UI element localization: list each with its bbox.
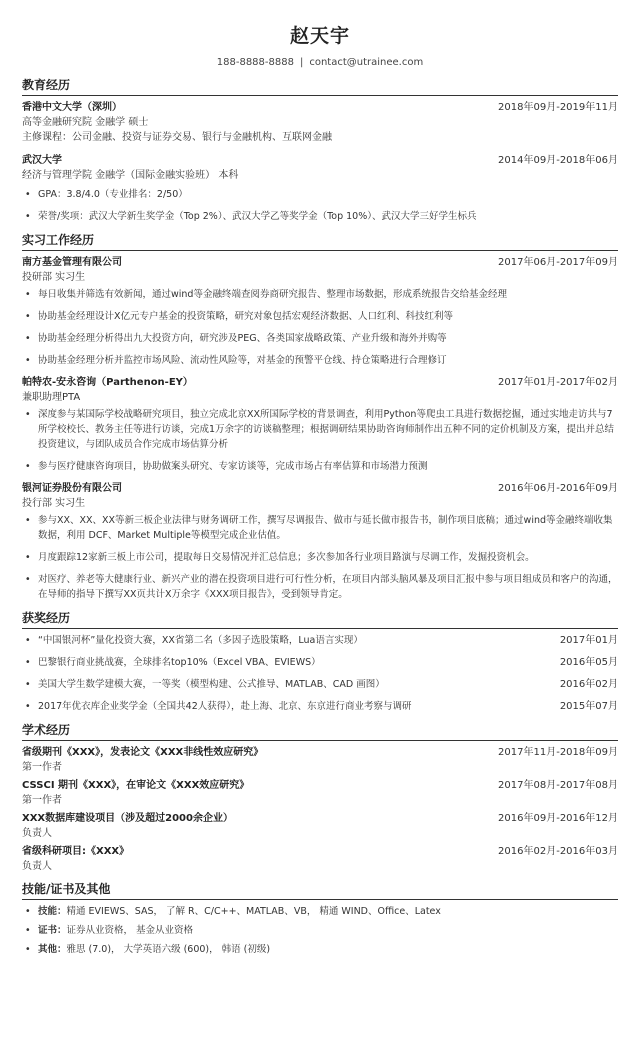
candidate-name: 赵天宇	[289, 25, 350, 47]
role-info: 投研部 实习生	[22, 272, 86, 283]
internship-section	[22, 231, 618, 602]
project-title: 省级科研项目:《XXX》	[22, 846, 130, 857]
phone-number: 188-8888-8888	[216, 57, 294, 68]
bullet-item: • GPA：3.8/4.0（专业排名：2/50）	[22, 187, 618, 202]
award-item	[22, 655, 618, 670]
entry-date: 2017年01月-2017年02月	[498, 377, 618, 388]
skill-label: 技能：	[38, 906, 67, 917]
skills-section	[22, 880, 618, 957]
bullet-item: • 深度参与某国际学校战略研究项目，独立完成北京XX所国际学校的背景调查，利用Python等爬虫工具进行数据挖掘，通过实地走访共与7所学校校长、教务主任等进行访谈，完成1万余字的访谈稿整理；根据调研结果协助咨询师制作出五种不同的定价机制及方案，提出并总结投资建议，与团队成员合作完成市场估算分析	[22, 407, 618, 452]
internship-entry	[22, 255, 618, 368]
academic-title: 学术经历	[22, 721, 618, 741]
skill-value: 雅思 (7.0)， 大学英语六级 (600)， 韩语 (初级)	[66, 944, 271, 955]
skill-label: 证书：	[38, 925, 67, 936]
internship-bullets	[22, 513, 618, 602]
internship-entry	[22, 481, 618, 602]
award-item	[22, 677, 618, 692]
bullet-item: • 每日收集并筛选有效新闻，通过wind等金融终端查阅券商研究报告、整理市场数据，形成系统报告交给基金经理	[22, 287, 618, 302]
degree-info: 高等金融研究院 金融学 硕士	[22, 117, 149, 128]
awards-list	[22, 633, 618, 714]
skill-value: 证券从业资格， 基金从业资格	[66, 925, 194, 936]
bullet-item: • 对医疗、养老等大健康行业、新兴产业的潜在投资项目进行可行性分析，在项目内部头脑风暴及项目汇报中参与项目组成员和客户的沟通，在导师的指导下撰写XX页共计X万余字《XXX项目报告》，受到领导肯定。	[22, 572, 618, 602]
entry-date: 2014年09月-2018年06月	[498, 155, 618, 166]
award-date: 2017年01月	[559, 635, 618, 646]
skill-item	[22, 923, 618, 938]
academic-entry	[22, 844, 618, 874]
award-date: 2015年07月	[559, 701, 618, 712]
academic-entry	[22, 745, 618, 775]
award-text: • 巴黎银行商业挑战赛，全球排名top10%（Excel VBA、EVIEWS）	[38, 657, 321, 668]
skill-value: 精通 EVIEWS、SAS， 了解 R、C/C++、MATLAB、VB， 精通 WIND、Office、Latex	[66, 906, 441, 917]
award-text: • 2017年优衣库企业奖学金（全国共42人获得），赴上海、北京、东京进行商业考察与调研	[38, 701, 412, 712]
awards-title: 获奖经历	[22, 609, 618, 629]
awards-section	[22, 609, 618, 714]
bullet-item: • 协助基金经理设计X亿元专户基金的投资策略，研究对象包括宏观经济数据、人口红利、科技红利等	[22, 309, 618, 324]
company-name: 南方基金管理有限公司	[22, 257, 122, 268]
internship-bullets	[22, 287, 618, 368]
skill-item	[22, 942, 618, 957]
award-date: 2016年02月	[559, 679, 618, 690]
internship-title: 实习工作经历	[22, 231, 618, 251]
email-address: contact@utrainee.com	[309, 57, 424, 68]
skill-label: 其他：	[38, 944, 67, 955]
contact-separator: |	[299, 57, 304, 68]
company-name: 帕特农-安永咨询（Parthenon-EY）	[22, 377, 193, 388]
role-info: 兼职助理PTA	[22, 392, 81, 403]
school-name: 香港中文大学（深圳）	[22, 102, 122, 113]
entry-date: 2016年09月-2016年12月	[498, 813, 618, 824]
entry-date: 2017年11月-2018年09月	[498, 747, 618, 758]
entry-date: 2016年02月-2016年03月	[498, 846, 618, 857]
entry-date: 2017年06月-2017年09月	[498, 257, 618, 268]
award-item	[22, 633, 618, 648]
author-role: 第一作者	[22, 795, 62, 806]
internship-entry	[22, 375, 618, 474]
degree-info: 经济与管理学院 金融学（国际金融实验班） 本科	[22, 170, 239, 181]
education-bullets	[22, 187, 618, 224]
project-role: 负责人	[22, 828, 52, 839]
internship-bullets	[22, 407, 618, 474]
project-role: 负责人	[22, 861, 52, 872]
project-title: XXX数据库建设项目（涉及超过2000余企业）	[22, 813, 233, 824]
academic-entry	[22, 811, 618, 841]
education-title: 教育经历	[22, 76, 618, 96]
education-entry	[22, 153, 618, 224]
entry-date: 2017年08月-2017年08月	[498, 780, 618, 791]
bullet-item: • 月度跟踪12家新三板上市公司，提取每日交易情况并汇总信息；多次参加各行业项目路演与尽调工作，发掘投资机会。	[22, 550, 618, 565]
author-role: 第一作者	[22, 762, 62, 773]
award-date: 2016年05月	[559, 657, 618, 668]
school-name: 武汉大学	[22, 155, 62, 166]
education-entry	[22, 100, 618, 145]
courses-info: 主修课程：公司金融、投资与证券交易、银行与金融机构、互联网金融	[22, 132, 332, 143]
bullet-item: • 协助基金经理分析并监控市场风险、流动性风险等，对基金的预警平仓线、持仓策略进行合理修订	[22, 353, 618, 368]
bullet-item: • 荣誉/奖项：武汉大学新生奖学金（Top 2%）、武汉大学乙等奖学金（Top 10%）、武汉大学三好学生标兵	[22, 209, 618, 224]
academic-entry	[22, 778, 618, 808]
publication-title: 省级期刊《XXX》，发表论文《XXX非线性效应研究》	[22, 747, 264, 758]
skills-title: 技能/证书及其他	[22, 880, 618, 900]
role-info: 投行部 实习生	[22, 498, 86, 509]
entry-date: 2018年09月-2019年11月	[498, 102, 618, 113]
bullet-item: • 协助基金经理分析得出九大投资方向，研究涉及PEG、各类国家战略政策、产业升级和海外并购等	[22, 331, 618, 346]
bullet-item: • 参与医疗健康咨询项目，协助做案头研究、专家访谈等，完成市场占有率估算和市场潜力预测	[22, 459, 618, 474]
award-text: • 美国大学生数学建模大赛，一等奖（模型构建、公式推导、MATLAB、CAD 画图）	[38, 679, 385, 690]
company-name: 银河证券股份有限公司	[22, 483, 122, 494]
award-item	[22, 699, 618, 714]
award-text: • “中国银河杯”量化投资大赛，XX省第二名（多因子选股策略，Lua语言实现）	[38, 635, 363, 646]
skills-list	[22, 904, 618, 957]
skill-item	[22, 904, 618, 919]
entry-date: 2016年06月-2016年09月	[498, 483, 618, 494]
bullet-item: • 参与XX、XX、XX等新三板企业法律与财务调研工作，撰写尽调报告、做市与延长做市报告书，制作项目底稿；通过wind等金融终端收集数据，利用 DCF、Market Multiple等模型完成企业估值。	[22, 513, 618, 543]
contact-line	[22, 56, 618, 70]
academic-section	[22, 721, 618, 874]
publication-title: CSSCI 期刊《XXX》，在审论文《XXX效应研究》	[22, 780, 250, 791]
education-section	[22, 76, 618, 224]
